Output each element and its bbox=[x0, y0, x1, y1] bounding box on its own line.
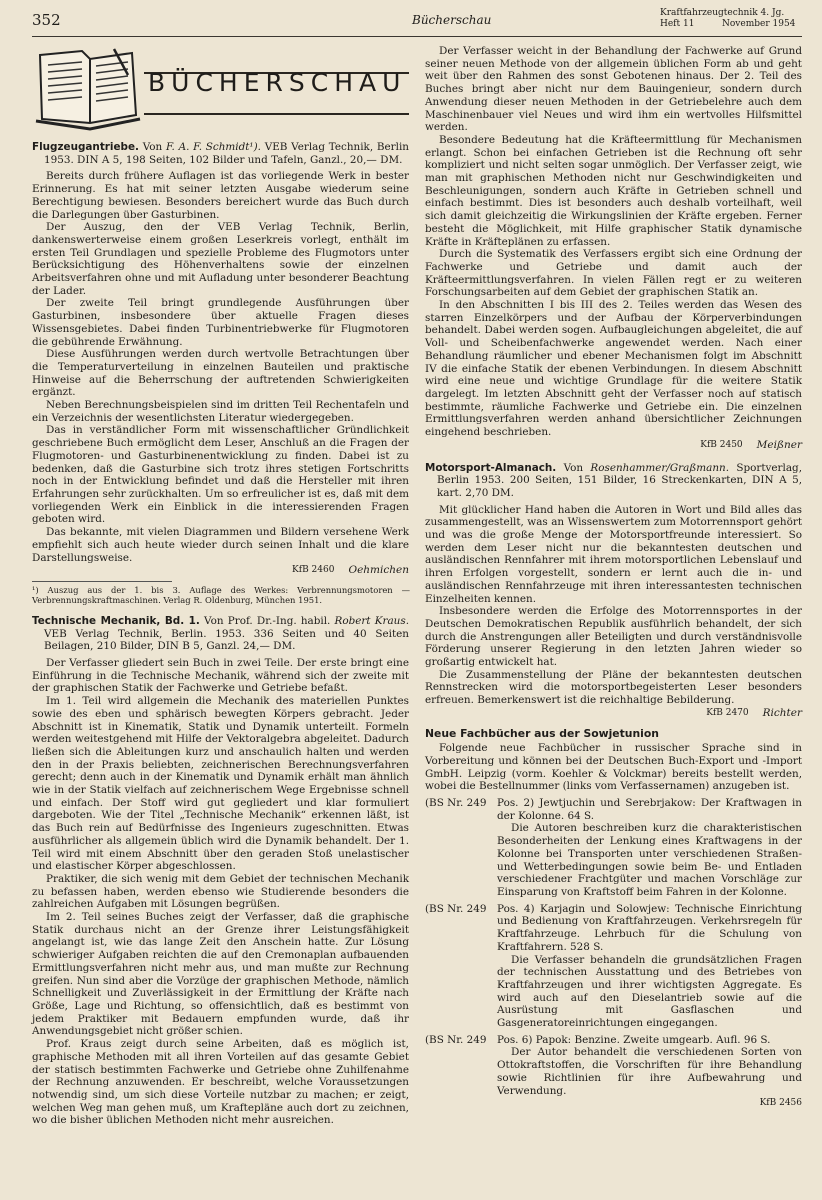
book-publication: VEB Verlag Technik, Berlin. 1953. 336 Seiten und 40 Seiten Beilagen, 210 Bilder, DIN B 5, Ganzl. 24,— DM. bbox=[44, 627, 409, 653]
list-item bbox=[425, 797, 802, 899]
columns bbox=[32, 45, 802, 1127]
section-intro: Folgende neue Fachbücher in russischer Sprache sind in Vorbereitung und können bei der Deutschen Buch-Export und -Import GmbH. Leipzig (vorm. Koehler & Volckmar) bereits bestellt werden, wobei die Bestellnummer (links vom Verfassernamen) anzugeben ist. bbox=[425, 742, 802, 793]
book-author: Robert Kraus. bbox=[334, 614, 409, 627]
review-paragraph: Die Zusammenstellung der Pläne der bekanntesten deutschen Rennstrecken wird die motorsportbegeisterten Leser besonders erfreuen. Bemerkenswert ist die reichhaltige Bebilderung. bbox=[425, 668, 802, 707]
list-item bbox=[425, 903, 802, 1030]
item-heading: Pos. 2) Jewtjuchin und Serebrjakow: Der Kraftwagen in der Kolonne. 64 S. bbox=[497, 797, 802, 822]
left-column bbox=[32, 45, 409, 1127]
review-signature bbox=[425, 707, 802, 720]
review-paragraph: Der Verfasser weicht in der Behandlung der Fachwerke auf Grund seiner neuen Methode von der allgemein üblichen Form ab und geht weit über den Rahmen des sonst Gebotenen hinaus. Der 2. Teil des Buches bringt aber nicht nur dem Bauingenieur, sondern durch Anwendung dieser neuen Methoden in der Getriebelehre auch dem Maschinenbauer viel Neues und wird ihm ein wertvolles Hilfsmittel werden. bbox=[425, 45, 802, 134]
order-number: (BS Nr. 249 bbox=[425, 1033, 487, 1046]
open-book-icon bbox=[32, 45, 144, 133]
review-paragraph: Durch die Systematik des Verfassers ergibt sich eine Ordnung der Fachwerke und Getriebe und damit auch der Kräfteermittlungsverfahren. In vielen Fällen regt er zu weiteren Forschungsarbeiten auf dem Gebiet der graphischen Statik an. bbox=[425, 248, 802, 299]
review-paragraph: Diese Ausführungen werden durch wertvolle Betrachtungen über die Temperaturverteilung in einzelnen Bauteilen und praktische Hinweise auf die Beherrschung der auftretenden Schwierigkeiten ergänzt. bbox=[32, 348, 409, 399]
item-description: Die Verfasser behandeln die grundsätzlichen Fragen der technischen Ausstattung und des Betriebes von Kraftfahrzeugen und ihrer wichtigsten Aggregate. Es wird auch auf den Dieselantrieb sowie auf die Ausrüstung mit Gasflaschen und Gasgeneratoreinrichtungen eingegangen. bbox=[497, 953, 802, 1030]
section-heading: Neue Fachbücher aus der Sowjetunion bbox=[425, 726, 659, 740]
kfb-code: KfB 2456 bbox=[759, 1098, 802, 1109]
item-heading: Pos. 6) Papok: Benzine. Zweite umgearb. Aufl. 96 S. bbox=[497, 1033, 771, 1046]
banner-rule-bottom bbox=[144, 113, 409, 115]
reviewer-name: Richter bbox=[762, 706, 802, 719]
review-heading: Technische Mechanik, Bd. 1. Von Prof. Dr.-Ing. habil. Robert Kraus. VEB Verlag Technik, Berlin. 1953. 336 Seiten und 40 Seiten Beilagen, 210 Bilder, DIN B 5, Ganzl. 24,— DM. bbox=[32, 614, 409, 653]
journal-info bbox=[660, 8, 802, 30]
reviewer-name: Meißner bbox=[756, 438, 802, 451]
banner-title: BÜCHERSCHAU bbox=[148, 68, 407, 97]
page-header bbox=[32, 8, 802, 37]
review-paragraph: In den Abschnitten I bis III des 2. Teiles werden das Wesen des starren Einzelkörpers und der Aufbau der Körperverbindungen behandelt. Dabei werden sogen. Aufbaugleichungen abgeleitet, die auf Voll- und Scheibenfachwerke angewendet werden. Nach einer Behandlung räumlicher und ebener Mechanismen folgt im Abschnitt IV die einfache Statik der ebenen Verbindungen. In diesem Abschnitt wird eine neue und wichtige Grundlage für die weitere Statik dargelegt. Im letzten Abschnitt geht der Verfasser noch auf statisch bestimmte, räumliche Fachwerke und Getriebe ein. Die einzelnen Ermittlungsverfahren werden anhand übersichtlicher Zeichnungen eingehend beschrieben. bbox=[425, 299, 802, 439]
order-number: (BS Nr. 249 bbox=[425, 902, 487, 915]
book-author: F. A. F. Schmidt¹). bbox=[165, 141, 261, 153]
review-signature bbox=[32, 564, 409, 577]
reviewer-name: Oehmichen bbox=[348, 564, 409, 577]
list-item bbox=[425, 1034, 802, 1098]
review-signature bbox=[425, 439, 802, 452]
review-paragraph: Der Verfasser gliedert sein Buch in zwei Teile. Der erste bringt eine Einführung in die Technische Mechanik, während sich der zweite mit der graphischen Statik der Fachwerke und Getriebe befaßt. bbox=[32, 657, 409, 695]
review-paragraph: Bereits durch frühere Auflagen ist das vorliegende Werk in bester Erinnerung. Es hat mit seiner letzten Ausgabe wiederum seine Berechtigung bewiesen. Besonders bereichert wurde das Buch durch die Darlegungen über Gasturbinen. bbox=[32, 170, 409, 221]
page-number: 352 bbox=[32, 11, 61, 29]
kfb-code: KfB 2470 bbox=[706, 707, 749, 718]
section-signature bbox=[425, 1097, 802, 1110]
journal-line-2: Heft 11 November 1954 bbox=[660, 19, 796, 29]
review-paragraph: Im 2. Teil seines Buches zeigt der Verfasser, daß die graphische Statik durchaus nicht an der Grenze ihrer Leistungsfähigkeit angelangt ist, wie das lange Zeit den Anschein hatte. Zur Lösung schwieriger Aufgaben reichten die auf den Cremonaplan aufbauenden Ermittlungsverfahren nicht mehr aus, und man mußte zur Rechnung greifen. Nun sind aber die Vorzüge der graphischen Methode, nämlich Schnelligkeit und Zuverlässigkeit in der Ermittlung der Kräfte nach Größe, Lage und Richtung, so offensichtlich, daß es bestimmt von jedem Praktiker mit Bedauern empfunden wurde, daß ihr Anwendungsgebiet nicht größer schien. bbox=[32, 911, 409, 1038]
review-paragraph: Das bekannte, mit vielen Diagrammen und Bildern versehene Werk empfiehlt sich auch heute wieder durch seinen Inhalt und die klare Darstellungsweise. bbox=[32, 526, 409, 564]
review-paragraph: Der zweite Teil bringt grundlegende Ausführungen über Gasturbinen, insbesondere über aktuelle Fragen dieses Wissensgebietes. Dabei finden Turbinentriebwerke für Flugmotoren die gebührende Erwähnung. bbox=[32, 297, 409, 348]
review-paragraph: Besondere Bedeutung hat die Kräfteermittlung für Mechanismen erlangt. Schon bei einfachen Getrieben ist die Rechnung oft sehr kompliziert und nicht selten sogar unmöglich. Der Verfasser zeigt, wie man mit graphischen Methoden nicht nur Geschwindigkeiten und Beschleunigungen, sondern auch Kräfte in Getrieben schnell und einfach bestimmt. Dies ist besonders auch deshalb vorteilhaft, weil sich damit gleichzeitig die Wirkungslinien der Kräfte ergeben. Ferner besteht die Möglichkeit, mit Hilfe graphischer Statik dynamische Kräfte in Kräfteplänen zu erfassen. bbox=[425, 133, 802, 248]
right-column bbox=[425, 45, 802, 1127]
kfb-code: KfB 2460 bbox=[292, 565, 335, 576]
review-heading: Motorsport-Almanach. Von Rosenhammer/Graßmann. Sportverlag, Berlin 1953. 200 Seiten, 151 Bilder, 16 Streckenkarten, DIN A 5, kart. 2,70 DM. bbox=[425, 461, 803, 499]
kfb-code: KfB 2450 bbox=[700, 439, 743, 450]
book-title: Technische Mechanik, Bd. 1. bbox=[32, 614, 200, 627]
journal-line-1: Kraftfahrzeugtechnik 4. Jg. bbox=[660, 8, 785, 18]
order-number: (BS Nr. 249 bbox=[425, 797, 487, 810]
review-paragraph: Prof. Kraus zeigt durch seine Arbeiten, daß es möglich ist, graphische Methoden mit all ihren Vorteilen auf das gesamte Gebiet der statisch bestimmten Fachwerke und Getriebe ohne Zuhilfenahme der Rechnung anzuwenden. Er beschreibt, welche Voraussetzungen notwendig sind, um sich diese Vorteile nutzbar zu machen; er zeigt, welchen Weg man gehen muß, um Kraftepläne auch dort zu zeichnen, wo die bisher üblichen Methoden nicht mehr ausreichen. bbox=[32, 1038, 409, 1127]
footnote: ¹) Auszug aus der 1. bis 3. Auflage des Werkes: Verbrennungsmotoren — Verbrennungskraftmaschinen. Verlag R. Oldenburg, München 1951. bbox=[32, 581, 172, 605]
review-paragraph: Praktiker, die sich wenig mit dem Gebiet der technischen Mechanik zu befassen haben, werden ebenso wie Studierende besonders die zahlreichen Aufgaben mit Lösungen begrüßen. bbox=[32, 872, 409, 911]
item-description: Die Autoren beschreiben kurz die charakteristischen Besonderheiten der Lenkung eines Kraftwagens in der Kolonne bei Transporten unter verschiedenen Straßen- und Wetterbedingungen sowie beim Be- und Entladen verschiedener Frachtgüter und machen Vorschläge zur Einsparung von Kraftstoff beim Fahren in der Kolonne. bbox=[497, 822, 802, 898]
section-banner bbox=[32, 45, 409, 135]
review-heading: Flugzeugantriebe. Von F. A. F. Schmidt¹). VEB Verlag Technik, Berlin 1953. DIN A 5, 198 Seiten, 102 Bilder und Tafeln, Ganzl., 20,— DM. bbox=[32, 141, 409, 166]
book-title: Motorsport-Almanach. bbox=[425, 461, 557, 474]
book-title: Flugzeugantriebe. bbox=[32, 141, 139, 153]
book-publication: Sportverlag, Berlin 1953. 200 Seiten, 151 Bilder, 16 Streckenkarten, DIN A 5, kart. 2,70 DM. bbox=[437, 461, 803, 499]
review-paragraph: Insbesondere werden die Erfolge des Motorrennsportes in der Deutschen Demokratischen Republik ausführlich behandelt, der sich durch die Anstrengungen aller Beteiligten und durch verständnisvolle Förderung unserer Regierung in den letzten Jahren wieder so großartig entwickelt hat. bbox=[425, 605, 802, 669]
item-heading: Pos. 4) Karjagin und Solowjew: Technische Einrichtung und Bedienung von Kraftfahrzeugen. Verkehrsregeln für Kraftfahrzeuge. Lehrbuch für die Schulung von Kraftfahrern. 528 S. bbox=[497, 902, 802, 953]
item-description: Der Autor behandelt die verschiedenen Sorten von Ottokraftstoffen, die Vorschriften für ihre Behandlung sowie Richtlinien für ihre Aufbewahrung und Verwendung. bbox=[497, 1046, 802, 1097]
review-paragraph: Im 1. Teil wird allgemein die Mechanik des materiellen Punktes sowie des eben und sphärisch bewegten Körpers gebracht. Jeder Abschnitt ist in Kinematik, Statik und Dynamik unterteilt. Formeln werden weitestgehend mit Hilfe der Vektoralgebra abgeleitet. Dadurch ließen sich die Ableitungen kurz und anschaulich halten und werden den in der Praxis beliebten, zeichnerischen Berechnungsverfahren gerecht; denn auch in der Kinematik und Dynamik erhält man ähnlich wie in der Statik vielfach auf zeichnerischem Wege Ergebnisse schnell und einfach. Der Stoff wird gut gegliedert und klar formuliert dargeboten. Wie der Titel „Technische Mechanik“ erkennen läßt, ist das Buch rein auf Bedürfnisse des Ingenieurs zugeschnitten. Etwas ausführlicher als allgemein üblich wird die Dynamik behandelt. Der 1. Teil wird mit einem Abschnitt über den geraden Stoß unelastischer und elastischer Körper abgeschlossen. bbox=[32, 695, 409, 873]
review-paragraph: Mit glücklicher Hand haben die Autoren in Wort und Bild alles das zusammengestellt, was an Wissenswertem zum Motorrennsport gehört und was die große Menge der Motorsportfreunde interessiert. So werden dem Leser nicht nur die bekanntesten deutschen und ausländischen Rennfahrer mit ihrem motorsportlichen Lebenslauf und ihren Erfolgen vorgestellt, sondern er lernt auch die in- und ausländischen Rennfahrzeuge mit ihren interessantesten technischen Einzelheiten kennen. bbox=[425, 503, 802, 605]
review-paragraph: Neben Berechnungsbeispielen sind im dritten Teil Rechentafeln und ein Verzeichnis der wesentlichsten Literatur wiedergegeben. bbox=[32, 399, 409, 424]
review-paragraph: Das in verständlicher Form mit wissenschaftlicher Gründlichkeit geschriebene Buch ermöglicht dem Leser, Anschluß an die Fragen der Flugmotoren- und Gasturbinenentwicklung zu finden. Dabei ist zu bedenken, daß die Gasturbine sich trotz ihres stetigen Fortschritts noch in der Entwicklung befindet und daß die Hersteller mit ihren Erfahrungen sehr zurückhalten. Um so erfreulicher ist es, daß mit dem vorliegenden Werk ein Einblick in die interessierenden Fragen geboten wird. bbox=[32, 424, 409, 526]
running-title: Bücherschau bbox=[412, 13, 492, 27]
book-author: Rosenhammer/Graßmann. bbox=[590, 461, 730, 474]
book-publication: VEB Verlag Technik, Berlin 1953. DIN A 5, 198 Seiten, 102 Bilder und Tafeln, Ganzl., 20,— DM. bbox=[44, 141, 409, 166]
review-paragraph: Der Auszug, den der VEB Verlag Technik, Berlin, dankenswerterweise einem großen Leserkreis vorlegt, enthält im ersten Teil Grundlagen und spezielle Probleme des Flugmotors unter Berücksichtigung des Höhenverhaltens sowie der einzelnen Arbeitsverfahren ohne und mit Aufladung unter besonderer Beachtung der Lader. bbox=[32, 221, 409, 297]
